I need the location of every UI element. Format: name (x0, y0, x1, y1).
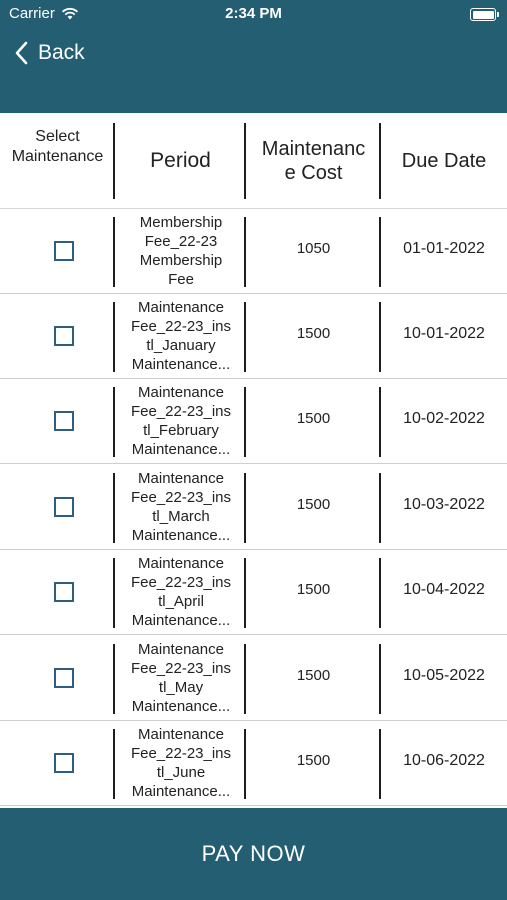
status-bar (0, 0, 507, 28)
select-checkbox[interactable] (54, 497, 74, 517)
period-cell: Maintenance Fee_22-23_ins tl_April Maintenance... (130, 555, 232, 629)
table-row (0, 294, 507, 379)
select-checkbox[interactable] (54, 411, 74, 431)
cost-cell: 1500 (296, 581, 331, 598)
back-label: Back (38, 41, 85, 64)
due-date-cell: 10-05-2022 (403, 667, 485, 684)
column-divider (113, 302, 115, 372)
period-cell: Maintenance Fee_22-23_ins tl_March Maintenance... (130, 470, 232, 544)
header-period (115, 113, 246, 209)
header-cost-label: Maintenanc e Cost (261, 138, 366, 184)
table-row (0, 379, 507, 464)
due-date-cell: 10-03-2022 (403, 496, 485, 513)
select-checkbox[interactable] (54, 668, 74, 688)
table-row (0, 636, 507, 721)
column-divider (113, 558, 115, 628)
cost-cell: 1500 (296, 752, 331, 769)
header-maintenance-cost (246, 113, 381, 209)
select-checkbox[interactable] (54, 326, 74, 346)
due-date-cell: 10-04-2022 (403, 581, 485, 598)
app-header (0, 0, 507, 113)
due-date-cell: 01-01-2022 (403, 240, 485, 257)
pay-now-label: PAY NOW (201, 841, 306, 866)
header-due-date (381, 113, 507, 209)
due-date-cell: 10-01-2022 (403, 325, 485, 342)
cost-cell: 1050 (296, 240, 331, 257)
column-divider (113, 387, 115, 457)
table-row (0, 550, 507, 635)
header-period-label: Period (150, 149, 211, 172)
column-divider (113, 729, 115, 799)
cost-cell: 1500 (296, 410, 331, 427)
period-cell: Maintenance Fee_22-23_ins tl_May Maintenance... (130, 641, 232, 715)
table-row (0, 465, 507, 550)
select-checkbox[interactable] (54, 753, 74, 773)
cost-cell: 1500 (296, 325, 331, 342)
header-due-label: Due Date (401, 149, 487, 172)
status-time: 2:34 PM (225, 5, 282, 22)
due-date-cell: 10-02-2022 (403, 410, 485, 427)
period-cell: Maintenance Fee_22-23_ins tl_February Maintenance... (130, 384, 232, 458)
carrier-label: Carrier (9, 5, 55, 22)
battery-icon (470, 8, 496, 21)
select-checkbox[interactable] (54, 241, 74, 261)
period-cell: Maintenance Fee_22-23_ins tl_January Maintenance... (130, 299, 232, 373)
table-row (0, 209, 507, 294)
maintenance-list[interactable] (0, 209, 507, 808)
period-cell: Membership Fee_22-23 Membership Fee (139, 214, 223, 288)
column-divider (113, 217, 115, 287)
table-header (0, 113, 507, 209)
table-row (0, 721, 507, 806)
pay-now-button[interactable] (0, 808, 507, 900)
cost-cell: 1500 (296, 496, 331, 513)
header-select-label: Select Maintenance (11, 128, 104, 165)
cost-cell: 1500 (296, 667, 331, 684)
column-divider (113, 473, 115, 543)
column-divider (113, 644, 115, 714)
period-cell: Maintenance Fee_22-23_ins tl_June Maintenance... (130, 726, 232, 800)
chevron-left-icon (14, 41, 28, 65)
header-select-maintenance (0, 113, 115, 209)
back-button[interactable] (14, 38, 85, 68)
due-date-cell: 10-06-2022 (403, 752, 485, 769)
select-checkbox[interactable] (54, 582, 74, 602)
